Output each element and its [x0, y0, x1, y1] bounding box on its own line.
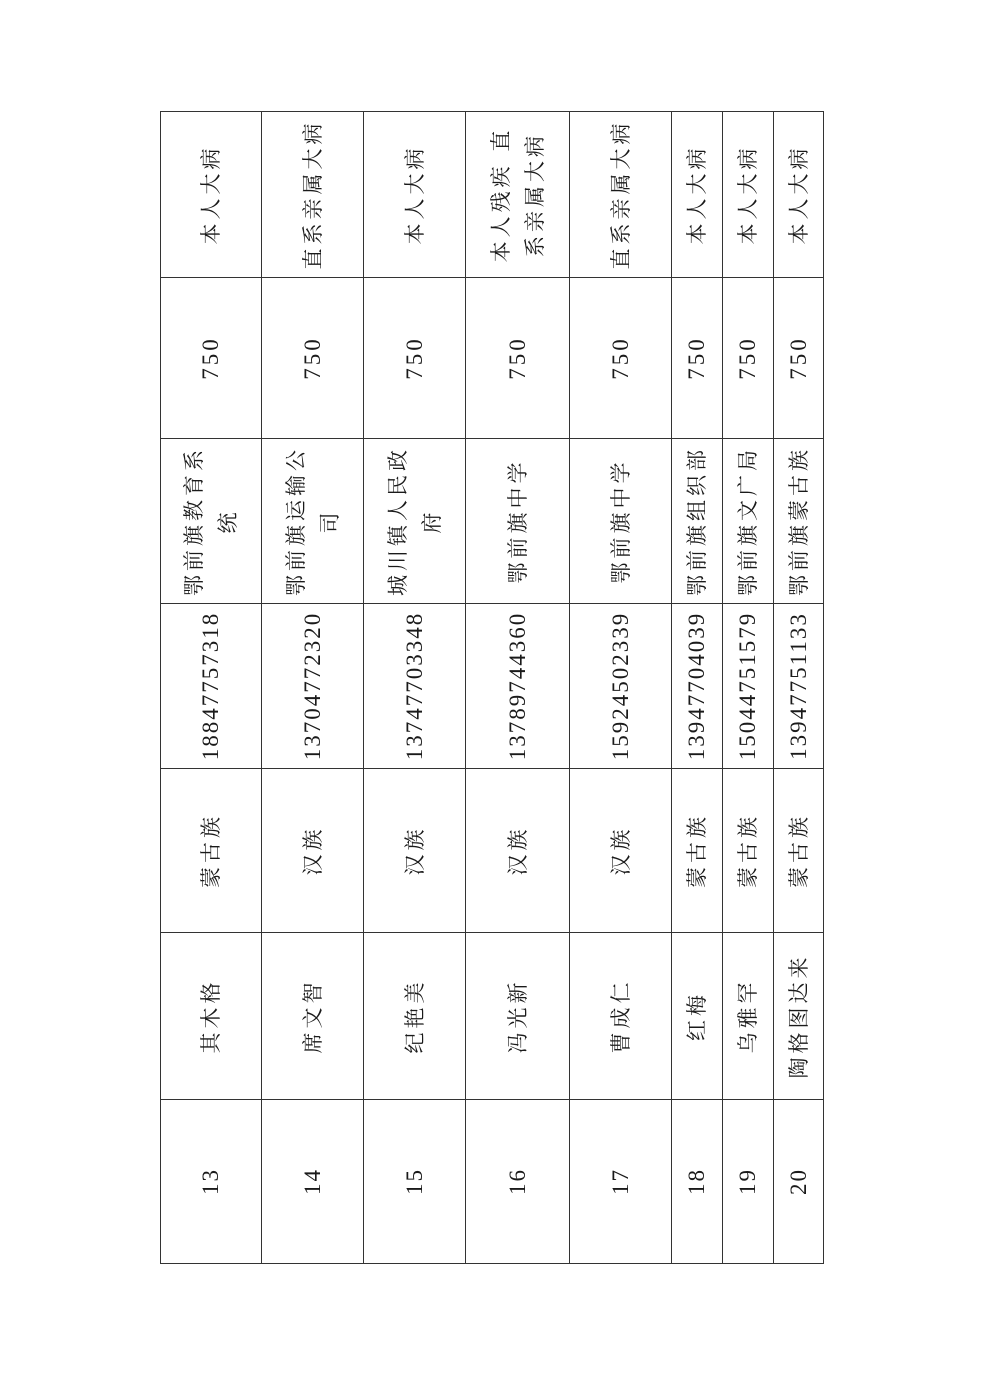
amount: 750	[364, 278, 466, 439]
row-index: 13	[161, 1100, 262, 1264]
phone-number: 13947751133	[774, 604, 824, 769]
person-name: 冯光新	[466, 933, 570, 1100]
reason: 本人大病	[672, 112, 723, 278]
person-name: 纪艳美	[364, 933, 466, 1100]
row-index: 15	[364, 1100, 466, 1264]
reason: 本人大病	[774, 112, 824, 278]
phone-number: 13747703348	[364, 604, 466, 769]
amount: 750	[262, 278, 364, 439]
ethnicity: 汉族	[570, 769, 672, 933]
phone-number: 15044751579	[723, 604, 774, 769]
reason: 本人大病	[723, 112, 774, 278]
row-index: 18	[672, 1100, 723, 1264]
work-unit: 鄂前旗中学	[466, 439, 570, 604]
table-row	[723, 112, 774, 1264]
table-row	[466, 112, 570, 1264]
ethnicity: 汉族	[364, 769, 466, 933]
phone-number: 15924502339	[570, 604, 672, 769]
table-row	[161, 112, 262, 1264]
table-row	[570, 112, 672, 1264]
row-index: 16	[466, 1100, 570, 1264]
ethnicity: 汉族	[262, 769, 364, 933]
phone-number: 13789744360	[466, 604, 570, 769]
work-unit: 鄂前旗组织部	[672, 439, 723, 604]
table-row	[672, 112, 723, 1264]
row-index: 20	[774, 1100, 824, 1264]
reason: 本人大病	[364, 112, 466, 278]
row-index: 19	[723, 1100, 774, 1264]
person-name: 红梅	[672, 933, 723, 1100]
work-unit: 鄂前旗运输公司	[262, 439, 364, 604]
table-row	[774, 112, 824, 1264]
person-name: 曹成仁	[570, 933, 672, 1100]
ethnicity: 蒙古族	[723, 769, 774, 933]
ethnicity: 汉族	[466, 769, 570, 933]
table-row	[262, 112, 364, 1264]
work-unit: 鄂前旗文广局	[723, 439, 774, 604]
table-row	[364, 112, 466, 1264]
amount: 750	[466, 278, 570, 439]
reason: 本人残疾 直系亲属大病	[466, 112, 570, 278]
amount: 750	[161, 278, 262, 439]
person-name: 其木格	[161, 933, 262, 1100]
phone-number: 13947704039	[672, 604, 723, 769]
assistance-table	[160, 111, 824, 1264]
phone-number: 18847757318	[161, 604, 262, 769]
amount: 750	[723, 278, 774, 439]
work-unit: 鄂前旗教育系统	[161, 439, 262, 604]
row-index: 14	[262, 1100, 364, 1264]
amount: 750	[672, 278, 723, 439]
ethnicity: 蒙古族	[774, 769, 824, 933]
person-name: 乌雅罕	[723, 933, 774, 1100]
work-unit: 鄂前旗蒙古族	[774, 439, 824, 604]
ethnicity: 蒙古族	[161, 769, 262, 933]
reason: 直系亲属大病	[570, 112, 672, 278]
work-unit: 鄂前旗中学	[570, 439, 672, 604]
reason: 本人大病	[161, 112, 262, 278]
work-unit: 城川镇人民政府	[364, 439, 466, 604]
phone-number: 13704772320	[262, 604, 364, 769]
amount: 750	[774, 278, 824, 439]
person-name: 席文智	[262, 933, 364, 1100]
amount: 750	[570, 278, 672, 439]
table-container	[160, 112, 822, 1264]
ethnicity: 蒙古族	[672, 769, 723, 933]
reason: 直系亲属大病	[262, 112, 364, 278]
row-index: 17	[570, 1100, 672, 1264]
person-name: 陶格图达来	[774, 933, 824, 1100]
